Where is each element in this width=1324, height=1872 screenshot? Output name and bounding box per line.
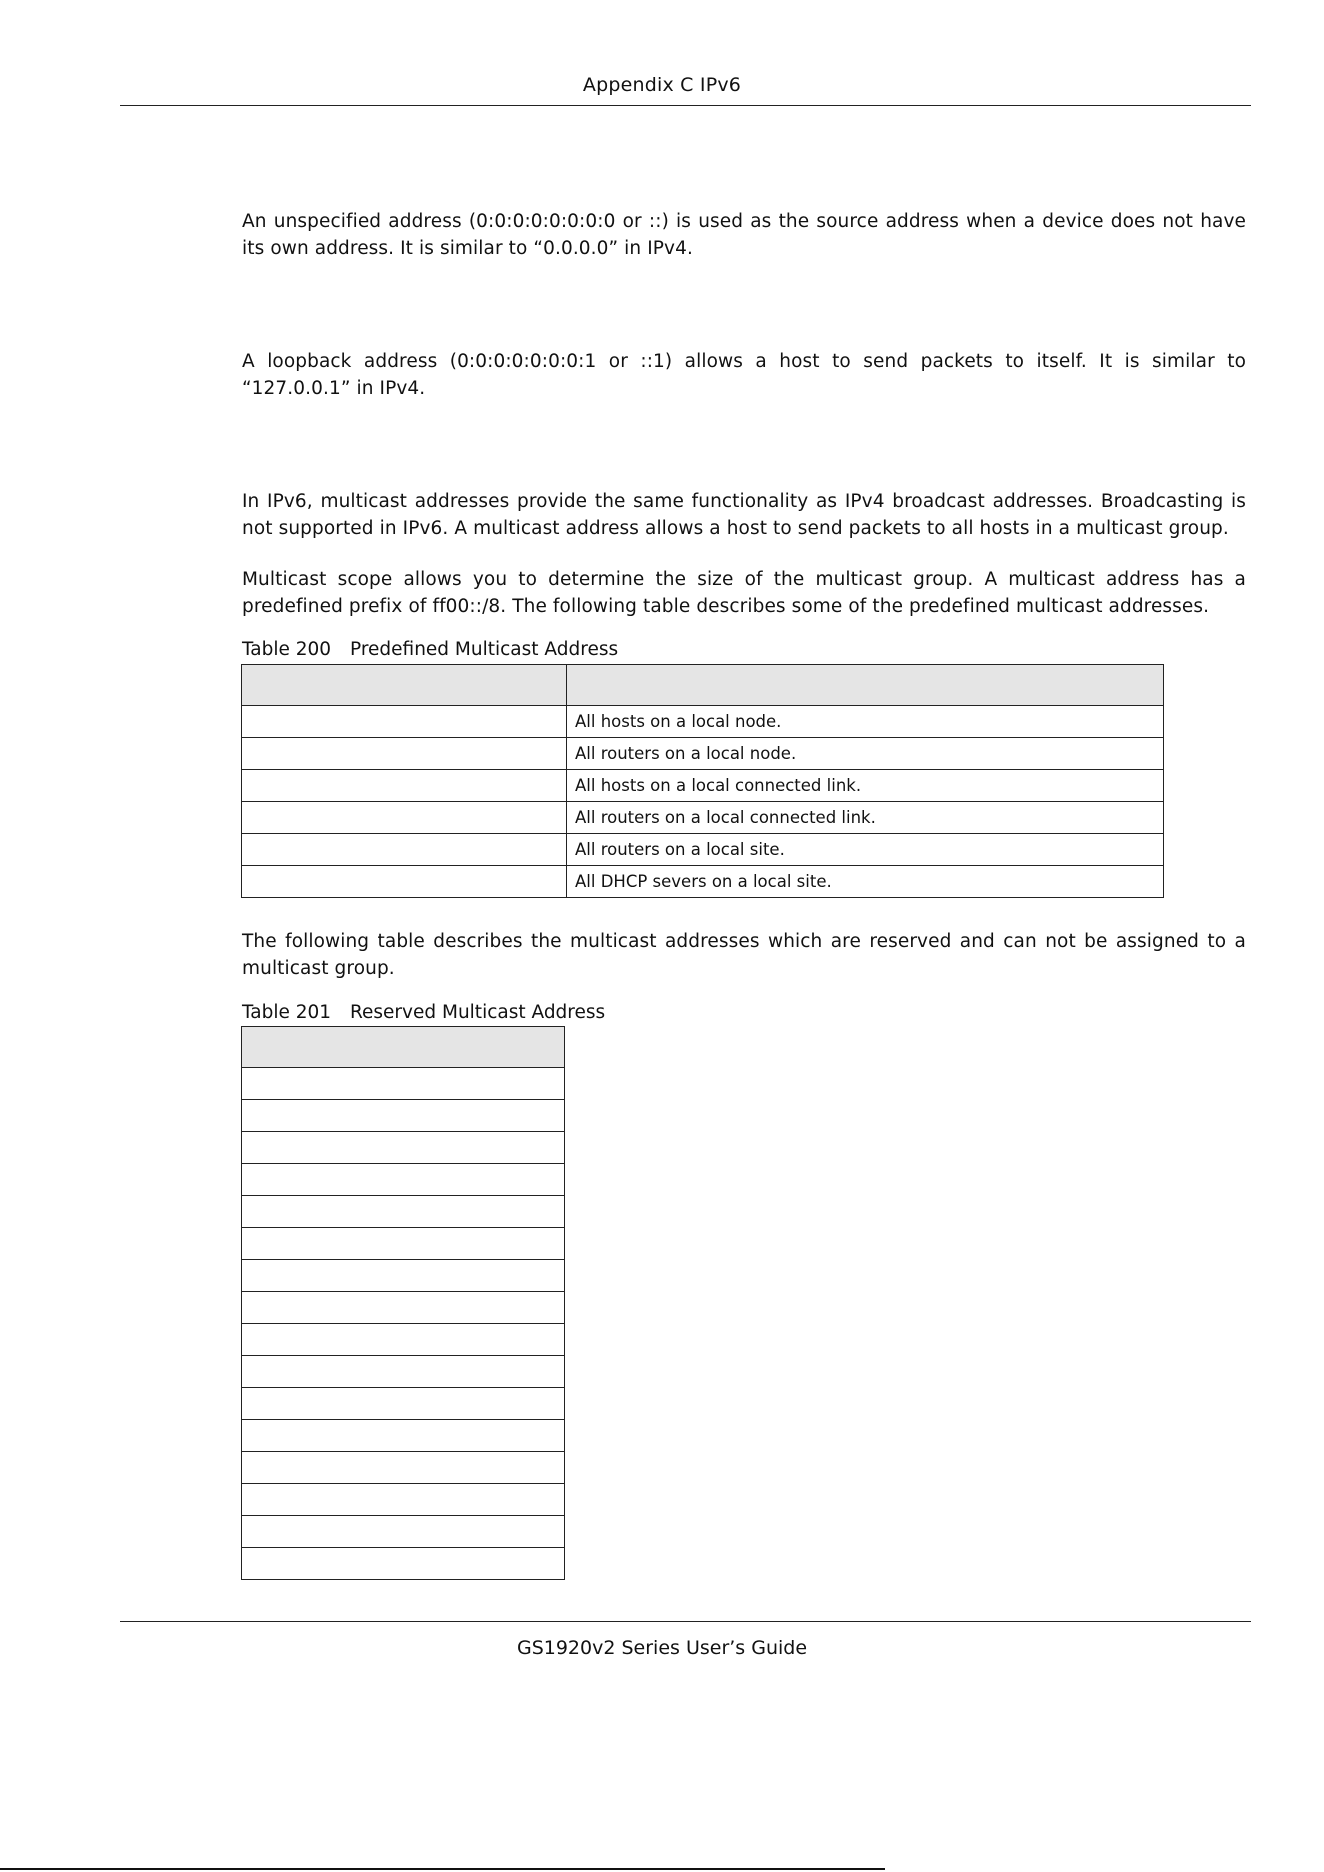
table-cell-address	[242, 770, 567, 802]
page-bottom-edge	[0, 1868, 885, 1870]
paragraph-multicast-intro: In IPv6, multicast addresses provide the same functionality as IPv4 broadcast addresses. Broadcasting is not supported in IPv6. A multicast address allows a host to send packets to all hosts in a multicast group.	[242, 491, 1246, 539]
table-row	[242, 1548, 565, 1580]
table-cell-address	[242, 1452, 565, 1484]
table-row	[242, 1356, 565, 1388]
table-row	[242, 834, 1164, 866]
table-row	[242, 1068, 565, 1100]
table-201-caption-title: Reserved Multicast Address	[350, 1002, 606, 1023]
table-cell-description: All hosts on a local node.	[567, 706, 1164, 738]
paragraph-reserved-intro: The following table describes the multicast addresses which are reserved and can not be assigned to a multicast group.	[242, 931, 1246, 979]
table-cell-address	[242, 1516, 565, 1548]
table-header-cell	[242, 665, 567, 706]
table-row	[242, 1260, 565, 1292]
table-cell-address	[242, 1484, 565, 1516]
table-cell-address	[242, 1324, 565, 1356]
table-row	[242, 1164, 565, 1196]
predefined-multicast-table	[241, 664, 1164, 898]
table-cell-description: All hosts on a local connected link.	[567, 770, 1164, 802]
table-cell-address	[242, 1260, 565, 1292]
table-cell-address	[242, 1356, 565, 1388]
table-header-cell	[567, 665, 1164, 706]
header-divider	[120, 105, 1251, 106]
table-cell-address	[242, 1068, 565, 1100]
paragraph-multicast-scope: Multicast scope allows you to determine the size of the multicast group. A multicast address has a predefined prefix of ff00::/8. The following table describes some of the predefined multicast addresses.	[242, 569, 1246, 617]
table-row	[242, 1292, 565, 1324]
table-cell-description: All routers on a local connected link.	[567, 802, 1164, 834]
table-cell-address	[242, 706, 567, 738]
table-row	[242, 802, 1164, 834]
table-cell-address	[242, 1292, 565, 1324]
table-cell-address	[242, 1548, 565, 1580]
table-cell-address	[242, 1196, 565, 1228]
table-200-caption-title: Predefined Multicast Address	[350, 639, 619, 660]
table-row	[242, 1324, 565, 1356]
table-cell-address	[242, 1164, 565, 1196]
table-cell-description: All routers on a local site.	[567, 834, 1164, 866]
table-row	[242, 738, 1164, 770]
paragraph-loopback-address: A loopback address (0:0:0:0:0:0:0:1 or ::1) allows a host to send packets to itself. It is similar to “127.0.0.1” in IPv4.	[242, 351, 1246, 399]
table-header-cell	[242, 1027, 565, 1068]
table-cell-address	[242, 802, 567, 834]
table-row	[242, 1196, 565, 1228]
table-cell-address	[242, 1420, 565, 1452]
table-cell-description: All routers on a local node.	[567, 738, 1164, 770]
footer-divider	[120, 1621, 1251, 1622]
table-row	[242, 1420, 565, 1452]
table-cell-address	[242, 834, 567, 866]
table-row	[242, 1452, 565, 1484]
table-header-row	[242, 1027, 565, 1068]
table-201-caption-number: Table 201	[242, 1002, 332, 1023]
table-cell-address	[242, 1132, 565, 1164]
page-header-title: Appendix C IPv6	[582, 74, 742, 96]
table-cell-address	[242, 1100, 565, 1132]
page-footer-title: GS1920v2 Series User’s Guide	[516, 1637, 808, 1659]
table-200-caption	[242, 638, 618, 662]
table-row	[242, 1100, 565, 1132]
table-row	[242, 1484, 565, 1516]
table-cell-address	[242, 1228, 565, 1260]
table-201-caption	[242, 1001, 605, 1025]
table-row	[242, 866, 1164, 898]
table-row	[242, 706, 1164, 738]
table-row	[242, 1228, 565, 1260]
table-row	[242, 1132, 565, 1164]
table-cell-address	[242, 738, 567, 770]
table-row	[242, 1516, 565, 1548]
paragraph-unspecified-address: An unspecified address (0:0:0:0:0:0:0:0 or ::) is used as the source address when a device does not have its own address. It is similar to “0.0.0.0” in IPv4.	[242, 211, 1246, 259]
table-cell-address	[242, 1388, 565, 1420]
table-header-row	[242, 665, 1164, 706]
table-cell-description: All DHCP severs on a local site.	[567, 866, 1164, 898]
reserved-multicast-table	[241, 1026, 565, 1580]
table-row	[242, 770, 1164, 802]
table-row	[242, 1388, 565, 1420]
table-200-caption-number: Table 200	[242, 639, 332, 660]
table-cell-address	[242, 866, 567, 898]
